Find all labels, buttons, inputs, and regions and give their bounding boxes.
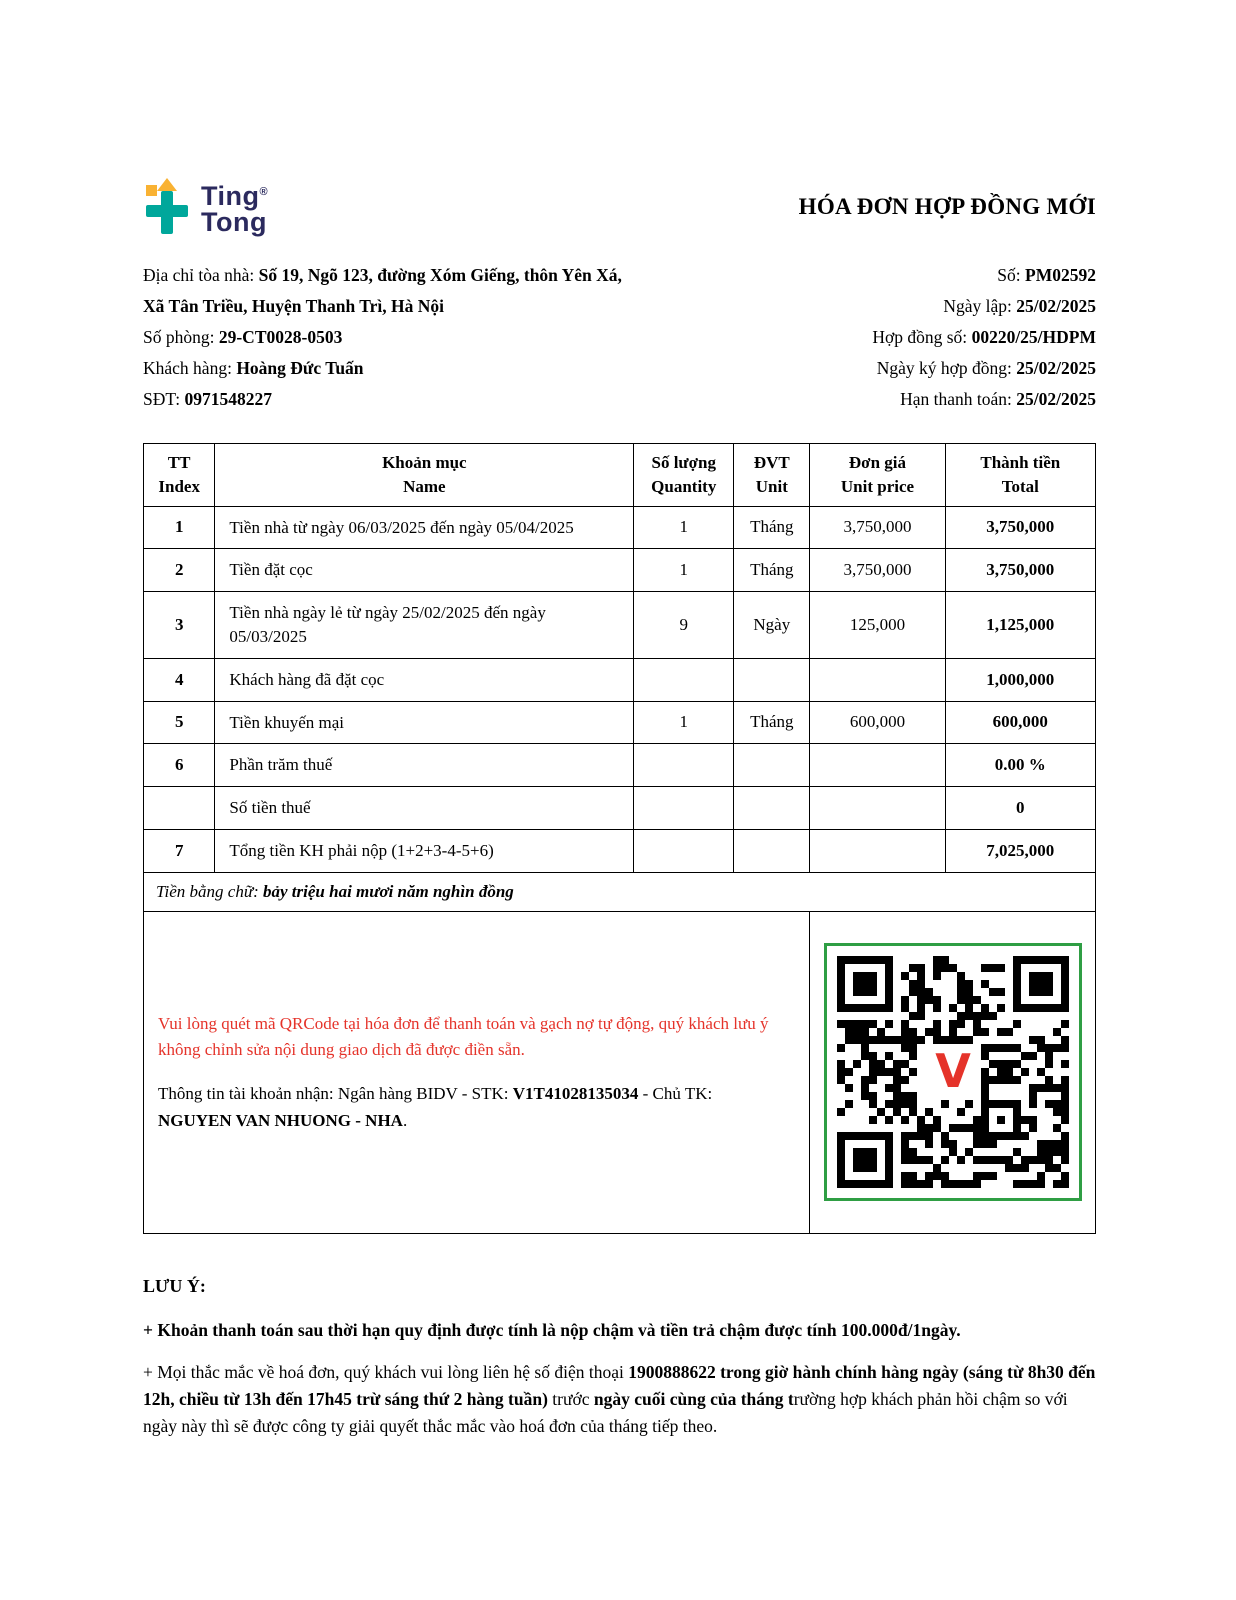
building-address-line2	[143, 291, 622, 322]
table-row	[144, 549, 1096, 592]
cell-unit	[734, 658, 810, 701]
address-label: Địa chỉ tòa nhà:	[143, 265, 259, 285]
cell-total: 0.00 %	[945, 744, 1095, 787]
header-line: Thành tiền	[980, 453, 1061, 472]
address-value-line2: Xã Tân Triều, Huyện Thanh Trì, Hà Nội	[143, 296, 444, 316]
cell-unit: Tháng	[734, 506, 810, 549]
cell-name: Tổng tiền KH phải nộp (1+2+3-4-5+6)	[215, 829, 634, 872]
receiving-account-info	[158, 1081, 783, 1134]
hotline-note	[143, 1359, 1096, 1440]
cell-quantity	[634, 787, 734, 830]
invoice-number	[872, 260, 1096, 291]
cell-unit: Tháng	[734, 701, 810, 744]
account-separator: - Chủ TK:	[638, 1084, 713, 1104]
cell-index: 4	[144, 658, 215, 701]
hotline-note-seg5: rường hợp khách phản hồi chậm so với ngày này thì sẽ được công ty giải quyết thắc mắc vào hoá đơn của tháng tiếp theo.	[143, 1389, 1068, 1437]
hotline-note-seg3: trước	[547, 1389, 594, 1410]
contract-number-label: Hợp đồng số:	[872, 327, 972, 347]
table-row	[144, 787, 1096, 830]
header-line: Khoản mục	[382, 453, 467, 472]
cell-unit: Ngày	[734, 592, 810, 659]
payment-due-date	[872, 384, 1096, 415]
col-header-unit-price	[810, 444, 945, 507]
cell-total: 0	[945, 787, 1095, 830]
hotline-note-seg2: 1900888622 trong giờ hành chính hàng ngày (sáng từ 8h30 đến 12h, chiều từ 13h đến 17h45 trừ sáng thứ 2 hàng tuần)	[143, 1362, 1096, 1410]
due-date-label: Hạn thanh toán:	[900, 389, 1017, 409]
cell-index	[144, 787, 215, 830]
cell-unit	[734, 787, 810, 830]
cell-quantity: 1	[634, 549, 734, 592]
cell-name: Phần trăm thuế	[215, 744, 634, 787]
cell-name: Tiền nhà từ ngày 06/03/2025 đến ngày 05/04/2025	[215, 506, 634, 549]
invoice-number-value: PM02592	[1025, 265, 1096, 285]
cell-name: Tiền đặt cọc	[215, 549, 634, 592]
header-line: Quantity	[651, 476, 717, 496]
qr-code-cell	[810, 911, 1096, 1233]
header-line: Index	[158, 476, 200, 496]
header-line: Unit price	[840, 476, 915, 496]
notes-section	[143, 1276, 1096, 1441]
amount-in-words-cell	[144, 872, 1096, 911]
sign-date-label: Ngày ký hợp đồng:	[876, 358, 1017, 378]
account-label: Thông tin tài khoản nhận: Ngân hàng BIDV - STK:	[158, 1084, 513, 1104]
company-logo	[143, 178, 268, 236]
qr-code	[824, 943, 1082, 1201]
info-left	[143, 260, 622, 415]
address-value-line1: Số 19, Ngõ 123, đường Xóm Giếng, thôn Yên Xá,	[258, 265, 622, 285]
cell-index: 1	[144, 506, 215, 549]
header-line: Unit	[755, 476, 788, 496]
cell-unit	[734, 829, 810, 872]
col-header-quantity	[634, 444, 734, 507]
cell-unit-price: 125,000	[810, 592, 945, 659]
invoice-title: HÓA ĐƠN HỢP ĐỒNG MỚI	[798, 194, 1096, 219]
cell-quantity: 1	[634, 701, 734, 744]
amount-in-words-label: Tiền bằng chữ:	[156, 881, 264, 901]
cell-quantity: 9	[634, 592, 734, 659]
logo-word-tong: Tong	[201, 207, 267, 237]
col-header-name	[215, 444, 634, 507]
account-number: V1T41028135034	[512, 1084, 639, 1104]
cell-unit: Tháng	[734, 549, 810, 592]
customer-name	[143, 353, 622, 384]
cell-total: 3,750,000	[945, 549, 1095, 592]
account-holder: NGUYEN VAN NHUONG - NHA	[158, 1110, 403, 1130]
building-address-line1	[143, 260, 622, 291]
customer-phone	[143, 384, 622, 415]
payment-instructions-cell	[144, 911, 810, 1233]
table-row	[144, 744, 1096, 787]
late-payment-note: + Khoản thanh toán sau thời hạn quy định được tính là nộp chậm và tiền trả chậm được tính 100.000đ/1ngày.	[143, 1319, 961, 1340]
header	[143, 178, 1096, 236]
invoice-info	[143, 260, 1096, 415]
cell-total: 600,000	[945, 701, 1095, 744]
phone-label: SĐT:	[143, 389, 185, 409]
header-line: Đơn giá	[848, 453, 907, 472]
due-date-value: 25/02/2025	[1016, 389, 1096, 409]
amount-in-words-value: bảy triệu hai mươi năm nghìn đồng	[263, 881, 514, 901]
cell-quantity	[634, 744, 734, 787]
hotline-note-seg1: + Mọi thắc mắc về hoá đơn, quý khách vui lòng liên hệ số điện thoại	[143, 1362, 629, 1383]
customer-value: Hoàng Đức Tuấn	[236, 358, 364, 378]
cell-total: 1,000,000	[945, 658, 1095, 701]
hotline-note-seg4: ngày cuối cùng của tháng t	[593, 1389, 794, 1410]
cell-name: Khách hàng đã đặt cọc	[215, 658, 634, 701]
info-right	[872, 260, 1096, 415]
cell-name: Số tiền thuế	[215, 787, 634, 830]
phone-value: 0971548227	[184, 389, 272, 409]
cell-total: 1,125,000	[945, 592, 1095, 659]
qr-payment-notice: Vui lòng quét mã QRCode tại hóa đơn để thanh toán và gạch nợ tự động, quý khách lưu ý không chỉnh sửa nội dung giao dịch đã được điền sẵn.	[158, 1013, 769, 1059]
logo-text	[201, 179, 268, 235]
cell-unit-price	[810, 787, 945, 830]
qr-code-image	[837, 956, 1069, 1188]
cell-index: 2	[144, 549, 215, 592]
invoice-number-label: Số:	[997, 265, 1026, 285]
cell-quantity	[634, 829, 734, 872]
cell-unit	[734, 744, 810, 787]
cell-unit-price: 3,750,000	[810, 506, 945, 549]
cell-index: 6	[144, 744, 215, 787]
logo-word-ting	[201, 179, 268, 209]
table-row	[144, 829, 1096, 872]
account-period: .	[402, 1110, 408, 1130]
header-line: Name	[403, 476, 446, 496]
logo-ting-label: Ting	[201, 181, 260, 211]
notes-heading: LƯU Ý:	[143, 1275, 206, 1296]
cell-index: 5	[144, 701, 215, 744]
cell-unit-price	[810, 829, 945, 872]
cell-total: 7,025,000	[945, 829, 1095, 872]
table-row	[144, 592, 1096, 659]
room-label: Số phòng:	[143, 327, 219, 347]
cell-unit-price: 600,000	[810, 701, 945, 744]
cell-unit-price	[810, 744, 945, 787]
cell-index: 3	[144, 592, 215, 659]
cell-name: Tiền nhà ngày lẻ từ ngày 25/02/2025 đến ngày 05/03/2025	[215, 592, 634, 659]
header-line: TT	[167, 453, 191, 472]
table-row	[144, 658, 1096, 701]
header-line: Số lượng	[651, 453, 716, 472]
contract-number	[872, 322, 1096, 353]
cell-index: 7	[144, 829, 215, 872]
invoice-table	[143, 443, 1096, 1234]
cell-quantity: 1	[634, 506, 734, 549]
sign-date-value: 25/02/2025	[1016, 358, 1096, 378]
amount-in-words-row	[144, 872, 1096, 911]
svg-text:V: V	[934, 1044, 971, 1099]
payment-row	[144, 911, 1096, 1233]
header-line: ĐVT	[753, 453, 790, 472]
contract-sign-date	[872, 353, 1096, 384]
table-header-row	[144, 444, 1096, 507]
col-header-total	[945, 444, 1095, 507]
customer-label: Khách hàng:	[143, 358, 237, 378]
issue-date-label: Ngày lập:	[943, 296, 1017, 316]
logo-registered-mark: ®	[259, 186, 269, 198]
col-header-index	[144, 444, 215, 507]
room-number	[143, 322, 622, 353]
cell-unit-price	[810, 658, 945, 701]
cell-unit-price: 3,750,000	[810, 549, 945, 592]
col-header-unit	[734, 444, 810, 507]
tingtong-logo-icon	[143, 178, 191, 236]
issue-date	[872, 291, 1096, 322]
issue-date-value: 25/02/2025	[1016, 296, 1096, 316]
room-value: 29-CT0028-0503	[218, 327, 343, 347]
header-line: Total	[1001, 476, 1039, 496]
table-row	[144, 701, 1096, 744]
cell-quantity	[634, 658, 734, 701]
table-row	[144, 506, 1096, 549]
cell-name: Tiền khuyến mại	[215, 701, 634, 744]
contract-number-value: 00220/25/HDPM	[971, 327, 1096, 347]
cell-total: 3,750,000	[945, 506, 1095, 549]
